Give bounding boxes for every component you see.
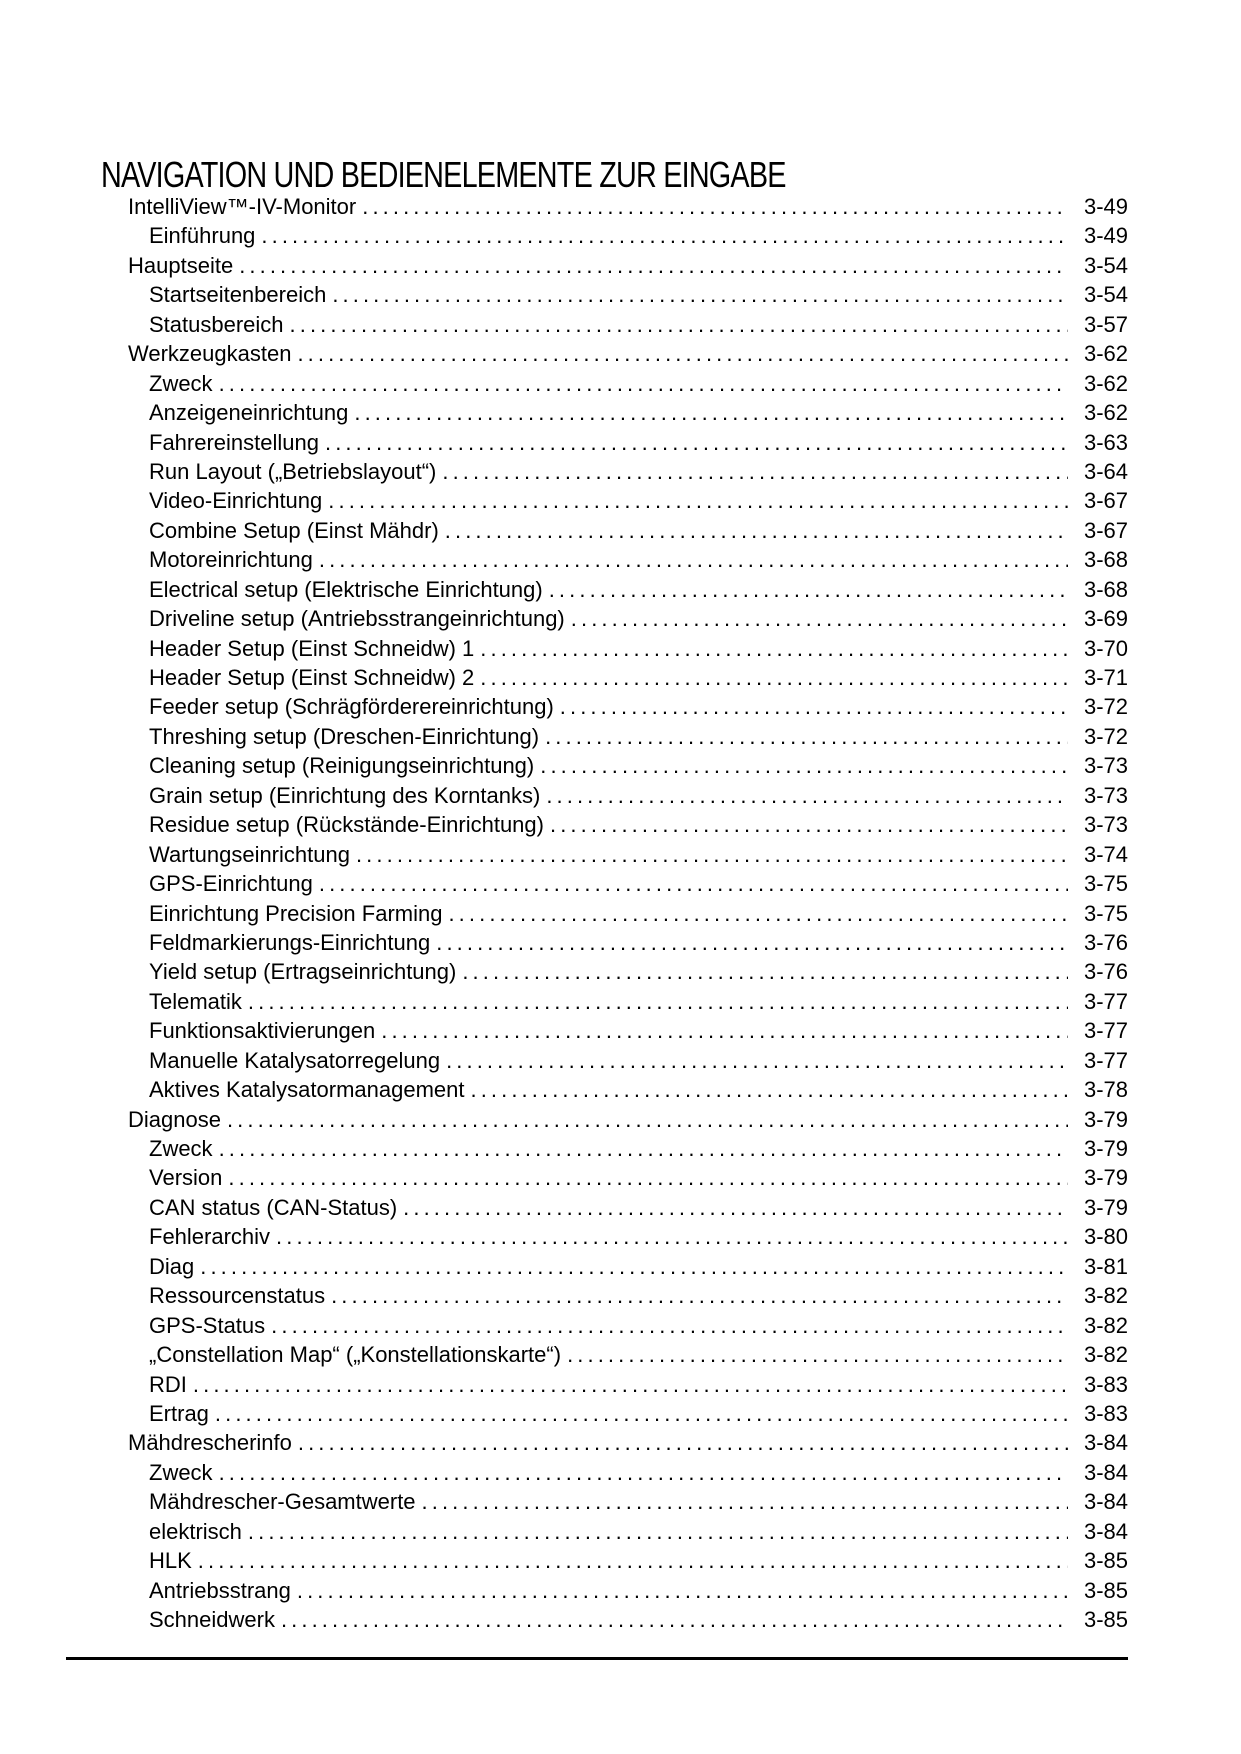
toc-entry-label: Residue setup (Rückstände-Einrichtung) (149, 812, 544, 838)
toc-entry-label: Run Layout („Betriebslayout“) (149, 458, 437, 484)
toc-entry-page: 3-79 (1083, 1165, 1128, 1191)
toc-entry-label: Threshing setup (Dreschen-Einrichtung) (149, 723, 540, 749)
toc-entry-label: Ressourcenstatus (149, 1283, 326, 1309)
toc-leader-dots (442, 457, 1068, 486)
toc-leader-dots (446, 1046, 1068, 1075)
toc-entry-page: 3-69 (1083, 606, 1128, 632)
toc-entry-page: 3-74 (1083, 841, 1128, 867)
toc-entry (0, 722, 1128, 751)
toc-entry-label: Zweck (149, 1459, 213, 1485)
toc-entry (0, 692, 1128, 721)
toc-entry-label: GPS-Status (149, 1312, 266, 1338)
toc-leader-dots (328, 486, 1068, 515)
toc-entry-page: 3-49 (1083, 194, 1128, 219)
toc-entry-page: 3-73 (1083, 812, 1128, 838)
toc-entry (0, 1428, 1128, 1457)
toc-entry-label: Driveline setup (Antriebsstrangeinrichtung) (149, 606, 565, 632)
toc-entry-label: Diagnose (128, 1106, 221, 1132)
toc-leader-dots (571, 604, 1068, 633)
toc-leader-dots (462, 957, 1068, 986)
toc-entry-label: Aktives Katalysatormanagement (149, 1077, 465, 1103)
toc-leader-dots (271, 1311, 1068, 1340)
toc-entry-page: 3-81 (1083, 1253, 1128, 1279)
toc-entry-label: Feldmarkierungs-Einrichtung (149, 929, 431, 955)
toc-entry-page: 3-54 (1083, 252, 1128, 278)
toc-entry-page: 3-85 (1083, 1577, 1128, 1603)
toc-entry-label: Startseitenbereich (149, 282, 327, 308)
toc-leader-dots (445, 516, 1068, 545)
toc-leader-dots (193, 1370, 1068, 1399)
toc-leader-dots (560, 692, 1068, 721)
toc-entry-label: Cleaning setup (Reinigungseinrichtung) (149, 753, 535, 779)
toc-leader-dots (248, 987, 1068, 1016)
toc-entry (0, 428, 1128, 457)
toc-entry-label: CAN status (CAN-Status) (149, 1194, 398, 1220)
toc-entry-page: 3-75 (1083, 871, 1128, 897)
toc-leader-dots (281, 1605, 1068, 1634)
toc-entry-label: RDI (149, 1371, 187, 1397)
toc-entry-label: Zweck (149, 1136, 213, 1161)
toc-list (0, 192, 1241, 1634)
toc-leader-dots (239, 251, 1068, 280)
toc-entry-page: 3-68 (1083, 576, 1128, 602)
toc-leader-dots (219, 1134, 1068, 1163)
toc-leader-dots (297, 339, 1068, 368)
toc-leader-dots (362, 192, 1068, 221)
toc-entry-label: Wartungseinrichtung (149, 841, 350, 867)
toc-leader-dots (549, 575, 1068, 604)
toc-entry-label: Electrical setup (Elektrische Einrichtung) (149, 576, 543, 602)
toc-entry (0, 369, 1128, 398)
toc-entry-page: 3-83 (1083, 1371, 1128, 1397)
toc-entry-page: 3-72 (1083, 723, 1128, 749)
toc-entry-label: Header Setup (Einst Schneidw) 2 (149, 665, 475, 690)
toc-entry (0, 957, 1128, 986)
toc-entry-label: Fehlerarchiv (149, 1224, 271, 1250)
toc-entry-label: Motoreinrichtung (149, 547, 313, 573)
toc-entry-page: 3-83 (1083, 1400, 1128, 1426)
toc-entry (0, 457, 1128, 486)
toc-entry-label: „Constellation Map“ („Konstellationskarte“) (149, 1342, 562, 1368)
toc-entry-page: 3-82 (1083, 1283, 1128, 1309)
toc-leader-dots (403, 1193, 1068, 1222)
toc-entry-page: 3-62 (1083, 341, 1128, 367)
toc-entry-label: elektrisch (149, 1518, 242, 1544)
toc-entry (0, 1517, 1128, 1546)
toc-entry (0, 781, 1128, 810)
toc-entry-page: 3-75 (1083, 900, 1128, 926)
toc-entry (0, 1105, 1128, 1134)
toc-leader-dots (567, 1340, 1068, 1369)
toc-entry-page: 3-57 (1083, 311, 1128, 337)
toc-entry-page: 3-82 (1083, 1312, 1128, 1338)
toc-entry-page: 3-78 (1083, 1077, 1128, 1103)
toc-leader-dots (248, 1517, 1068, 1546)
toc-entry (0, 1340, 1128, 1369)
toc-entry-label: IntelliView™-IV-Monitor (128, 194, 357, 219)
toc-entry-label: Fahrereinstellung (149, 429, 319, 455)
toc-entry-page: 3-79 (1083, 1106, 1128, 1132)
toc-entry-page: 3-64 (1083, 458, 1128, 484)
toc-entry-label: Mähdrescherinfo (128, 1430, 292, 1456)
toc-entry (0, 1222, 1128, 1251)
toc-entry-label: Mähdrescher-Gesamtwerte (149, 1489, 416, 1515)
toc-leader-dots (480, 634, 1068, 663)
toc-entry (0, 1546, 1128, 1575)
toc-entry-page: 3-85 (1083, 1607, 1128, 1632)
toc-leader-dots (298, 1428, 1068, 1457)
toc-leader-dots (546, 781, 1068, 810)
toc-leader-dots (356, 840, 1068, 869)
toc-entry-page: 3-79 (1083, 1194, 1128, 1220)
toc-entry-label: HLK (149, 1548, 192, 1574)
toc-entry-page: 3-76 (1083, 959, 1128, 985)
toc-entry (0, 928, 1128, 957)
toc-leader-dots (448, 899, 1068, 928)
toc-entry-page: 3-84 (1083, 1489, 1128, 1515)
toc-entry-page: 3-77 (1083, 1018, 1128, 1044)
toc-entry-page: 3-84 (1083, 1518, 1128, 1544)
toc-entry (0, 1576, 1128, 1605)
toc-entry (0, 1281, 1128, 1310)
toc-entry-page: 3-82 (1083, 1342, 1128, 1368)
toc-entry-label: Yield setup (Ertragseinrichtung) (149, 959, 457, 985)
toc-entry-label: Hauptseite (128, 252, 234, 278)
toc-entry-label: Funktionsaktivierungen (149, 1018, 376, 1044)
toc-entry-label: Ertrag (149, 1400, 209, 1426)
toc-entry-page: 3-62 (1083, 370, 1128, 396)
toc-entry (0, 1605, 1128, 1634)
toc-entry-page: 3-71 (1083, 665, 1128, 690)
toc-entry (0, 634, 1128, 663)
toc-entry-page: 3-77 (1083, 1047, 1128, 1073)
toc-entry-label: Combine Setup (Einst Mähdr) (149, 517, 439, 543)
toc-entry (0, 1487, 1128, 1516)
footer-rule (66, 1657, 1128, 1660)
toc-entry-label: GPS-Einrichtung (149, 871, 313, 897)
toc-entry-page: 3-85 (1083, 1548, 1128, 1574)
toc-entry-label: Diag (149, 1253, 195, 1279)
toc-entry (0, 663, 1128, 692)
toc-entry (0, 1016, 1128, 1045)
toc-entry (0, 1075, 1128, 1104)
toc-entry-page: 3-77 (1083, 988, 1128, 1014)
toc-leader-dots (219, 1458, 1068, 1487)
toc-leader-dots (319, 869, 1068, 898)
toc-leader-dots (319, 545, 1068, 574)
toc-entry-label: Werkzeugkasten (128, 341, 292, 367)
toc-leader-dots (550, 810, 1068, 839)
toc-entry-label: Manuelle Katalysatorregelung (149, 1047, 441, 1073)
toc-entry-label: Header Setup (Einst Schneidw) 1 (149, 635, 475, 661)
toc-entry-page: 3-70 (1083, 635, 1128, 661)
toc-leader-dots (545, 722, 1068, 751)
toc-entry (0, 221, 1128, 250)
toc-leader-dots (227, 1105, 1068, 1134)
toc-entry-label: Anzeigeneinrichtung (149, 400, 349, 426)
toc-leader-dots (331, 1281, 1068, 1310)
toc-leader-dots (381, 1016, 1068, 1045)
toc-entry (0, 869, 1128, 898)
toc-entry-label: Einführung (149, 223, 256, 249)
toc-entry-page: 3-63 (1083, 429, 1128, 455)
toc-entry (0, 192, 1128, 221)
toc-entry-page: 3-73 (1083, 753, 1128, 779)
toc-entry (0, 280, 1128, 309)
toc-entry-label: Zweck (149, 370, 213, 396)
toc-entry-label: Video-Einrichtung (149, 488, 323, 514)
toc-leader-dots (261, 221, 1068, 250)
toc-entry-label: Einrichtung Precision Farming (149, 900, 443, 926)
toc-entry-label: Feeder setup (Schrägförderereinrichtung) (149, 694, 554, 720)
toc-entry (0, 251, 1128, 280)
toc-entry-page: 3-84 (1083, 1430, 1128, 1456)
toc-leader-dots (219, 369, 1068, 398)
toc-entry-label: Grain setup (Einrichtung des Korntanks) (149, 782, 541, 808)
toc-leader-dots (436, 928, 1068, 957)
chapter-title: NAVIGATION UND BEDIENELEMENTE ZUR EINGABE (101, 154, 786, 195)
toc-entry-page: 3-67 (1083, 488, 1128, 514)
toc-leader-dots (200, 1252, 1068, 1281)
toc-entry (0, 987, 1128, 1016)
toc-entry (0, 486, 1128, 515)
toc-entry-page: 3-80 (1083, 1224, 1128, 1250)
toc-entry-page: 3-73 (1083, 782, 1128, 808)
toc-entry (0, 810, 1128, 839)
toc-entry-page: 3-54 (1083, 282, 1128, 308)
toc-entry-page: 3-67 (1083, 517, 1128, 543)
toc-entry (0, 1252, 1128, 1281)
toc-entry (0, 1458, 1128, 1487)
toc-entry (0, 1046, 1128, 1075)
toc-entry (0, 339, 1128, 368)
toc-leader-dots (422, 1487, 1068, 1516)
toc-entry-page: 3-62 (1083, 400, 1128, 426)
toc-entry-label: Antriebsstrang (149, 1577, 291, 1603)
toc-leader-dots (325, 428, 1068, 457)
toc-entry-page: 3-84 (1083, 1459, 1128, 1485)
toc-entry (0, 545, 1128, 574)
toc-entry (0, 1163, 1128, 1192)
toc-entry-page: 3-68 (1083, 547, 1128, 573)
toc-entry (0, 604, 1128, 633)
toc-entry (0, 1399, 1128, 1428)
toc-entry-page: 3-79 (1083, 1136, 1128, 1161)
toc-entry (0, 1134, 1128, 1163)
toc-entry-label: Version (149, 1165, 223, 1191)
toc-leader-dots (215, 1399, 1068, 1428)
toc-entry (0, 516, 1128, 545)
toc-entry (0, 575, 1128, 604)
toc-entry-page: 3-49 (1083, 223, 1128, 249)
toc-leader-dots (480, 663, 1068, 692)
toc-leader-dots (332, 280, 1068, 309)
toc-leader-dots (540, 751, 1068, 780)
toc-entry (0, 1193, 1128, 1222)
toc-leader-dots (354, 398, 1068, 427)
toc-entry (0, 398, 1128, 427)
toc-entry (0, 899, 1128, 928)
toc-entry (0, 840, 1128, 869)
toc-entry-page: 3-76 (1083, 929, 1128, 955)
toc-entry-label: Telematik (149, 988, 242, 1014)
toc-entry (0, 1311, 1128, 1340)
toc-entry (0, 751, 1128, 780)
toc-entry-label: Statusbereich (149, 311, 284, 337)
toc-leader-dots (198, 1546, 1068, 1575)
toc-entry (0, 310, 1128, 339)
toc-leader-dots (297, 1576, 1068, 1605)
toc-leader-dots (276, 1222, 1068, 1251)
toc-leader-dots (471, 1075, 1069, 1104)
toc-leader-dots (290, 310, 1068, 339)
toc-entry-label: Schneidwerk (149, 1607, 275, 1632)
toc-leader-dots (228, 1163, 1068, 1192)
toc-entry (0, 1370, 1128, 1399)
toc-entry-page: 3-72 (1083, 694, 1128, 720)
